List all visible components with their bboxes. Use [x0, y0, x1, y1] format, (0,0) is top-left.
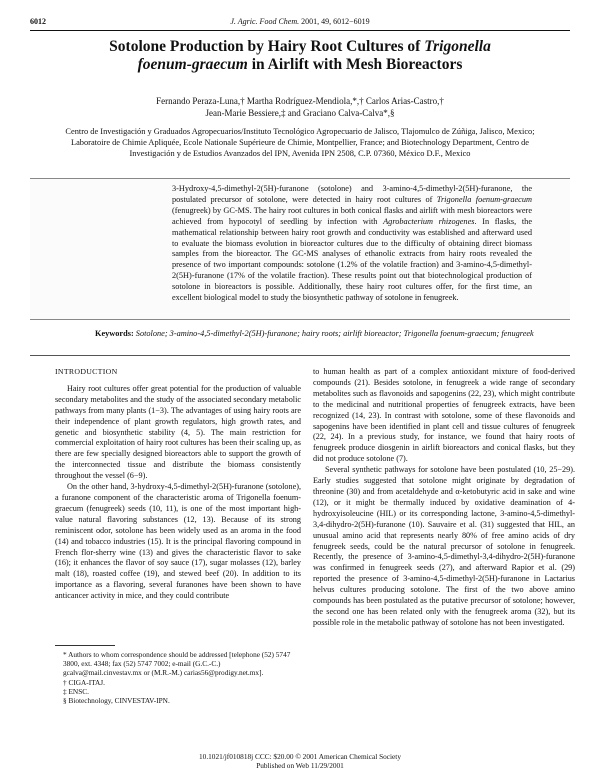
paragraph: Several synthetic pathways for sotolone have been postulated (10, 25−29). Early studies suggested that sotolone might originate by degradation of threonine (30) and from acetaldehyde and α-ketobutyric acid in sake and wine (12), or it might be thermally induced by oxidative deamination of 4-hydroxyisoleucine (HIL) or its corresponding lactone, 3-amino-4,5-dimethyl-3,4-dihydro-2(5H)-furanone (10). Sauvaire et al. (31) suggested that HIL, an unusual amino acid that represents nearly 80% of free amino acids of dry fenugreek seeds, could be the natural precursor of sotolone in fenugreek. Recently, the presence of 3-amino-4,5-dimethyl-3,4-dihydro-2(5H)-furanone was confirmed in fenugreek seeds (27), and afterward Rapior et al. (29) reported the presence of 3-amino-4,5-dimethyl-2(5H)-furanone in Lactarius helvus cultures producing sotolone. The first of the two above amino compounds has been postulated as the putative precursor of sotolone; however, the second one has been related only with the fenugreek aroma (32), but its possible role in the metabolic pathway of sotolone has not been investigated.	[313, 465, 575, 627]
section-rule	[30, 355, 570, 356]
abstract: 3-Hydroxy-4,5-dimethyl-2(5H)-furanone (sotolone) and 3-amino-4,5-dimethyl-2(5H)-furanone, the postulated precursor of sotolone, were detected in hairy root cultures of Trigonella foenum-graecum (fenugreek) by GC-MS. The hairy root cultures in both conical flasks and airlift with mesh bioreactors were achieved from hypocotyl of seedling by infection with Agrobacterium rhizogenes. In flasks, the mathematical relationship between hairy root growth and conductivity was established and afterward used to evaluate the biomass evolution in bioreactor cultures due to the difficulty of obtaining direct biomass samples from the bioreactor. The GC-MS analyses of ethanolic extracts from hairy roots revealed the presence of two important compounds: sotolone (1.2% of the volatile fraction) and 3-amino-4,5-dimethyl-2(5H)-furanone (17% of the volatile fraction). These results point out that biotechnological production of sotolone in bioreactors is possible. Additionally, these hairy root cultures offer, for the first time, an excellent biological model to study the biosynthetic pathway of sotolone in fenugreek.	[172, 184, 533, 303]
footnote-affil-1: † CIGA-ITAJ.	[63, 677, 105, 687]
footnote-rule	[55, 645, 115, 646]
paragraph: On the other hand, 3-hydroxy-4,5-dimethyl-2(5H)-furanone (sotolone), a furanone component of the characteristic aroma of Trigonella foenum-graecum (fenugreek) seeds (10, 11), is one of the most important high-value natural flavoring substances (12, 13). Because of its strong reminiscent odor, sotolone has been widely used as an aroma in the food (14) and tobacco industries (15). It is the principal flavoring compound in French flor-sherry wine (13) and gives the characteristic flavor to sake (16); it enhances the flavor of soy sauce (17), sugar molasses (12), barley malt (18), roasted coffee (19), and stewed beef (20). In addition to its importance as a flavoring, several furanones have been shown to have anticancer activity in mice, and they could contribute	[55, 482, 301, 601]
article-title: Sotolone Production by Hairy Root Cultures of Trigonella foenum-graecum in Airlift with Mesh Bioreactors	[109, 38, 491, 73]
footnote-affil-3: § Biotechnology, CINVESTAV-IPN.	[63, 696, 170, 706]
affiliations: Centro de Investigación y Graduados Agropecuarios/Instituto Tecnológico Agropecuario de Jalisco, Tlajomulco de Zúñiga, Jalisco, Mexico; Laboratoire de Chimie Apliquée, Ecole Nationale Supérieure de Chimie, Montpellier, France; and Biotechnology Department, Centro de Investigación y de Estudios Avanzados del IPN, Avenida IPN 2508, C.P. 07360, México D.F., Mexico	[65, 127, 535, 158]
left-column	[55, 367, 301, 602]
header-rule	[30, 30, 570, 31]
footer-doi: 10.1021/jf010818j CCC: $20.00 © 2001 American Chemical Society Published on Web 11/29/2001	[199, 752, 401, 770]
journal-reference: J. Agric. Food Chem. 2001, 49, 6012−6019	[230, 17, 370, 26]
keywords: Keywords: Sotolone; 3-amino-4,5-dimethyl-2(5H)-furanone; hairy roots; airlift bioreactor; Trigonella foenum-graecum; fenugreek	[95, 329, 534, 338]
intro-heading: INTRODUCTION	[55, 367, 118, 376]
page-number: 6012	[30, 17, 46, 26]
footnotes	[55, 650, 301, 705]
author-list: Fernando Peraza-Luna,† Martha Rodríguez-Mendiola,*,† Carlos Arias-Castro,† Jean-Marie Bessiere,‡ and Graciano Calva-Calva*,§	[156, 96, 444, 118]
paragraph: to human health as part of a complex antioxidant mixture of food-derived compounds (21). Besides sotolone, in fenugreek a wide range of secondary metabolites such as flavonoids and sapogenins (22, 23), which might contribute to the medicinal and nutritional properties of fenugreek extracts, have been recognized (14, 23). In contrast with sotolone, some of these flavonoids and sapogenins have been identified in plant cell and tissue cultures of fenugreek (22, 24). In a previous study, for instance, we found that hairy roots of fenugreek produce diosgenin in airlift bioreactors and conical flasks, but they did not produce sotolone (7).	[313, 367, 575, 464]
paragraph: Hairy root cultures offer great potential for the production of valuable secondary metabolites and the study of the associated secondary metabolic pathways from many plants (1−3). The advantages of using hairy roots are their independence of plant growth regulators, high growth rates, and genetic and biosynthetic stability (4, 5). The main restriction for commercial exploitation of hairy root cultures has been their scaling up, as there are few specially designed bioreactors able to support the growth of the interconnected tissue and distribute the biomass consistently throughout the vessel (6−9).	[55, 383, 301, 481]
footnote-affil-2: ‡ ENSC.	[63, 686, 89, 696]
footnote-correspondence: * Authors to whom correspondence should be addressed [telephone (52) 5747 3800, ext. 4348; fax (52) 5747 7002; e-mail (G.C.-C.) gcalva@mail.cinvestav.mx or (M.R.-M.) carias56@prodigy.net.mx].	[63, 650, 291, 678]
right-column	[313, 367, 575, 629]
